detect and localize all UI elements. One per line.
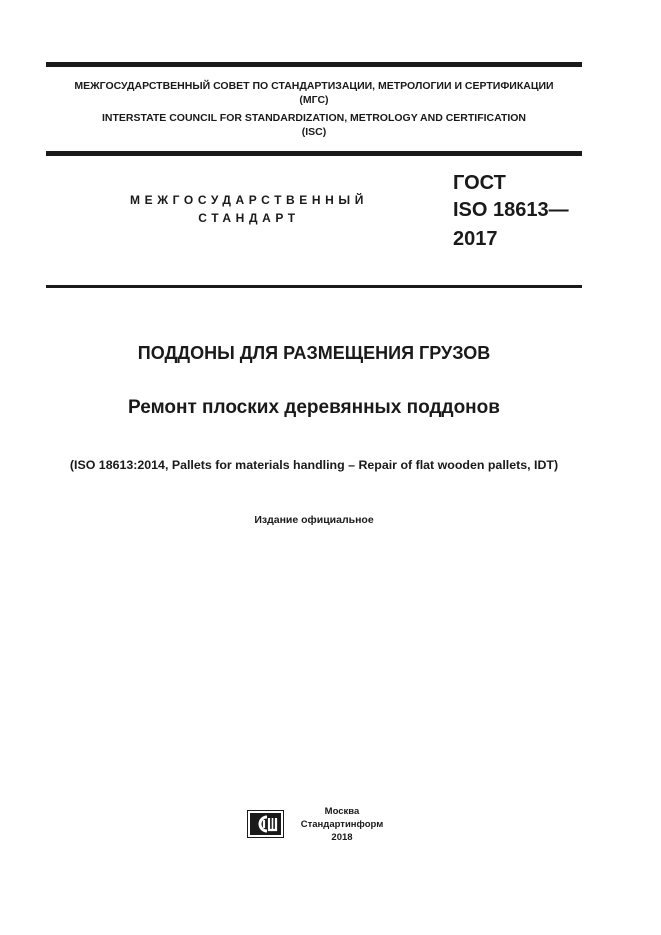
subtitle: Ремонт плоских деревянных поддонов (128, 397, 500, 418)
top-rule (46, 62, 582, 67)
header-rule (46, 151, 582, 156)
publisher-name: Стандартинформ (300, 819, 384, 830)
standard-type-line1: МЕЖГОСУДАРСТВЕННЫЙ (130, 193, 368, 207)
publisher-block (296, 805, 388, 844)
standartinform-logo-icon (247, 810, 284, 838)
iso-reference: (ISO 18613:2014, Pallets for materials handling – Repair of flat wooden pallets, IDT) (69, 458, 559, 472)
gost-number: ISO 18613— (453, 199, 569, 221)
publisher-year: 2018 (331, 832, 353, 843)
publisher-city: Москва (324, 806, 360, 817)
council-en-line1: INTERSTATE COUNCIL FOR STANDARDIZATION, METROLOGY AND CERTIFICATION (101, 112, 527, 124)
edition-note: Издание официальное (254, 514, 374, 526)
main-title: ПОДДОНЫ ДЛЯ РАЗМЕЩЕНИЯ ГРУЗОВ (137, 343, 491, 363)
council-en-line2: (ISC) (301, 126, 327, 138)
council-ru-line2: (МГС) (299, 94, 329, 106)
standard-type-line2: СТАНДАРТ (198, 211, 300, 225)
gost-label: ГОСТ (453, 172, 506, 194)
council-ru-line1: МЕЖГОСУДАРСТВЕННЫЙ СОВЕТ ПО СТАНДАРТИЗАЦИИ, МЕТРОЛОГИИ И СЕРТИФИКАЦИИ (74, 80, 554, 92)
designation-rule (46, 285, 582, 288)
gost-year: 2017 (453, 228, 498, 250)
